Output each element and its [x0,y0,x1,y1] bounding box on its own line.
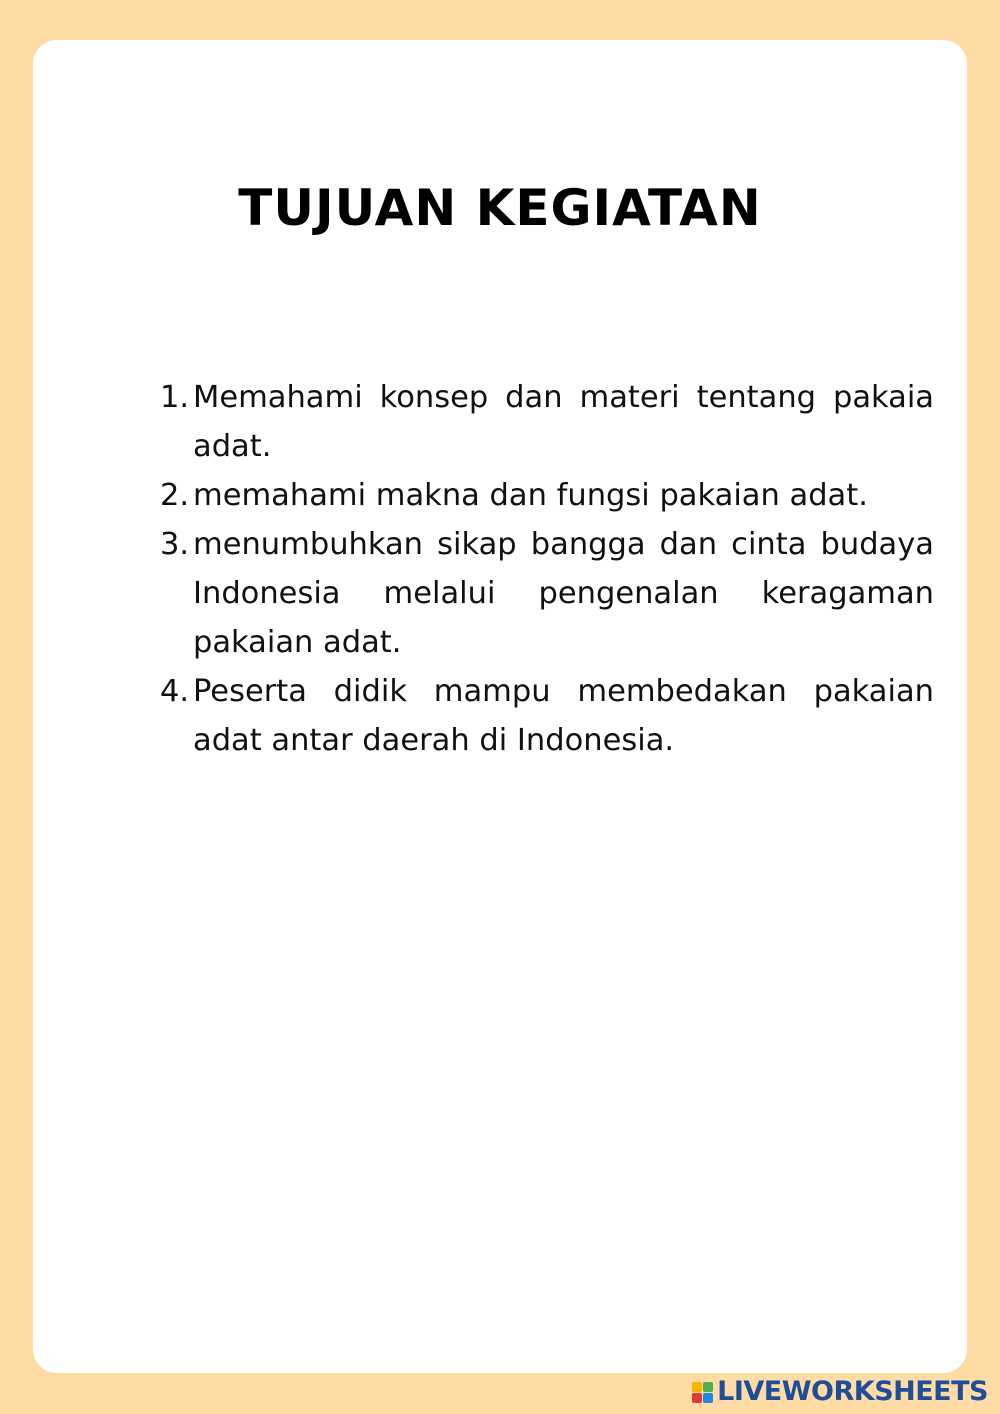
page-title: TUJUAN KEGIATAN [238,179,762,237]
objective-number: 3. [160,527,190,562]
liveworksheets-watermark [692,1376,988,1408]
objective-text: menumbuhkan sikap bangga dan cinta budaya Indonesia melalui pengenalan keragaman pakaian adat. [193,527,934,660]
objective-text: memahami makna dan fungsi pakaian adat. [193,478,868,513]
liveworksheets-logo-icon [692,1382,713,1403]
watermark-text: LIVEWORKSHEETS [717,1376,988,1407]
objective-number: 4. [160,674,190,709]
objective-item-1 [160,373,934,471]
worksheet-card [33,40,967,1373]
logo-square-green [703,1382,713,1392]
objective-number: 1. [160,380,190,415]
logo-square-yellow [692,1382,702,1392]
objective-text: Memahami konsep dan materi tentang pakaia adat. [193,380,934,464]
logo-square-red [692,1393,702,1403]
objective-item-3 [160,520,934,667]
objective-number: 2. [160,478,190,513]
objective-item-2 [160,471,934,520]
objective-text: Peserta didik mampu membedakan pakaian adat antar daerah di Indonesia. [193,674,934,758]
objectives-list [160,373,934,765]
logo-square-blue [703,1393,713,1403]
objective-item-4 [160,667,934,765]
